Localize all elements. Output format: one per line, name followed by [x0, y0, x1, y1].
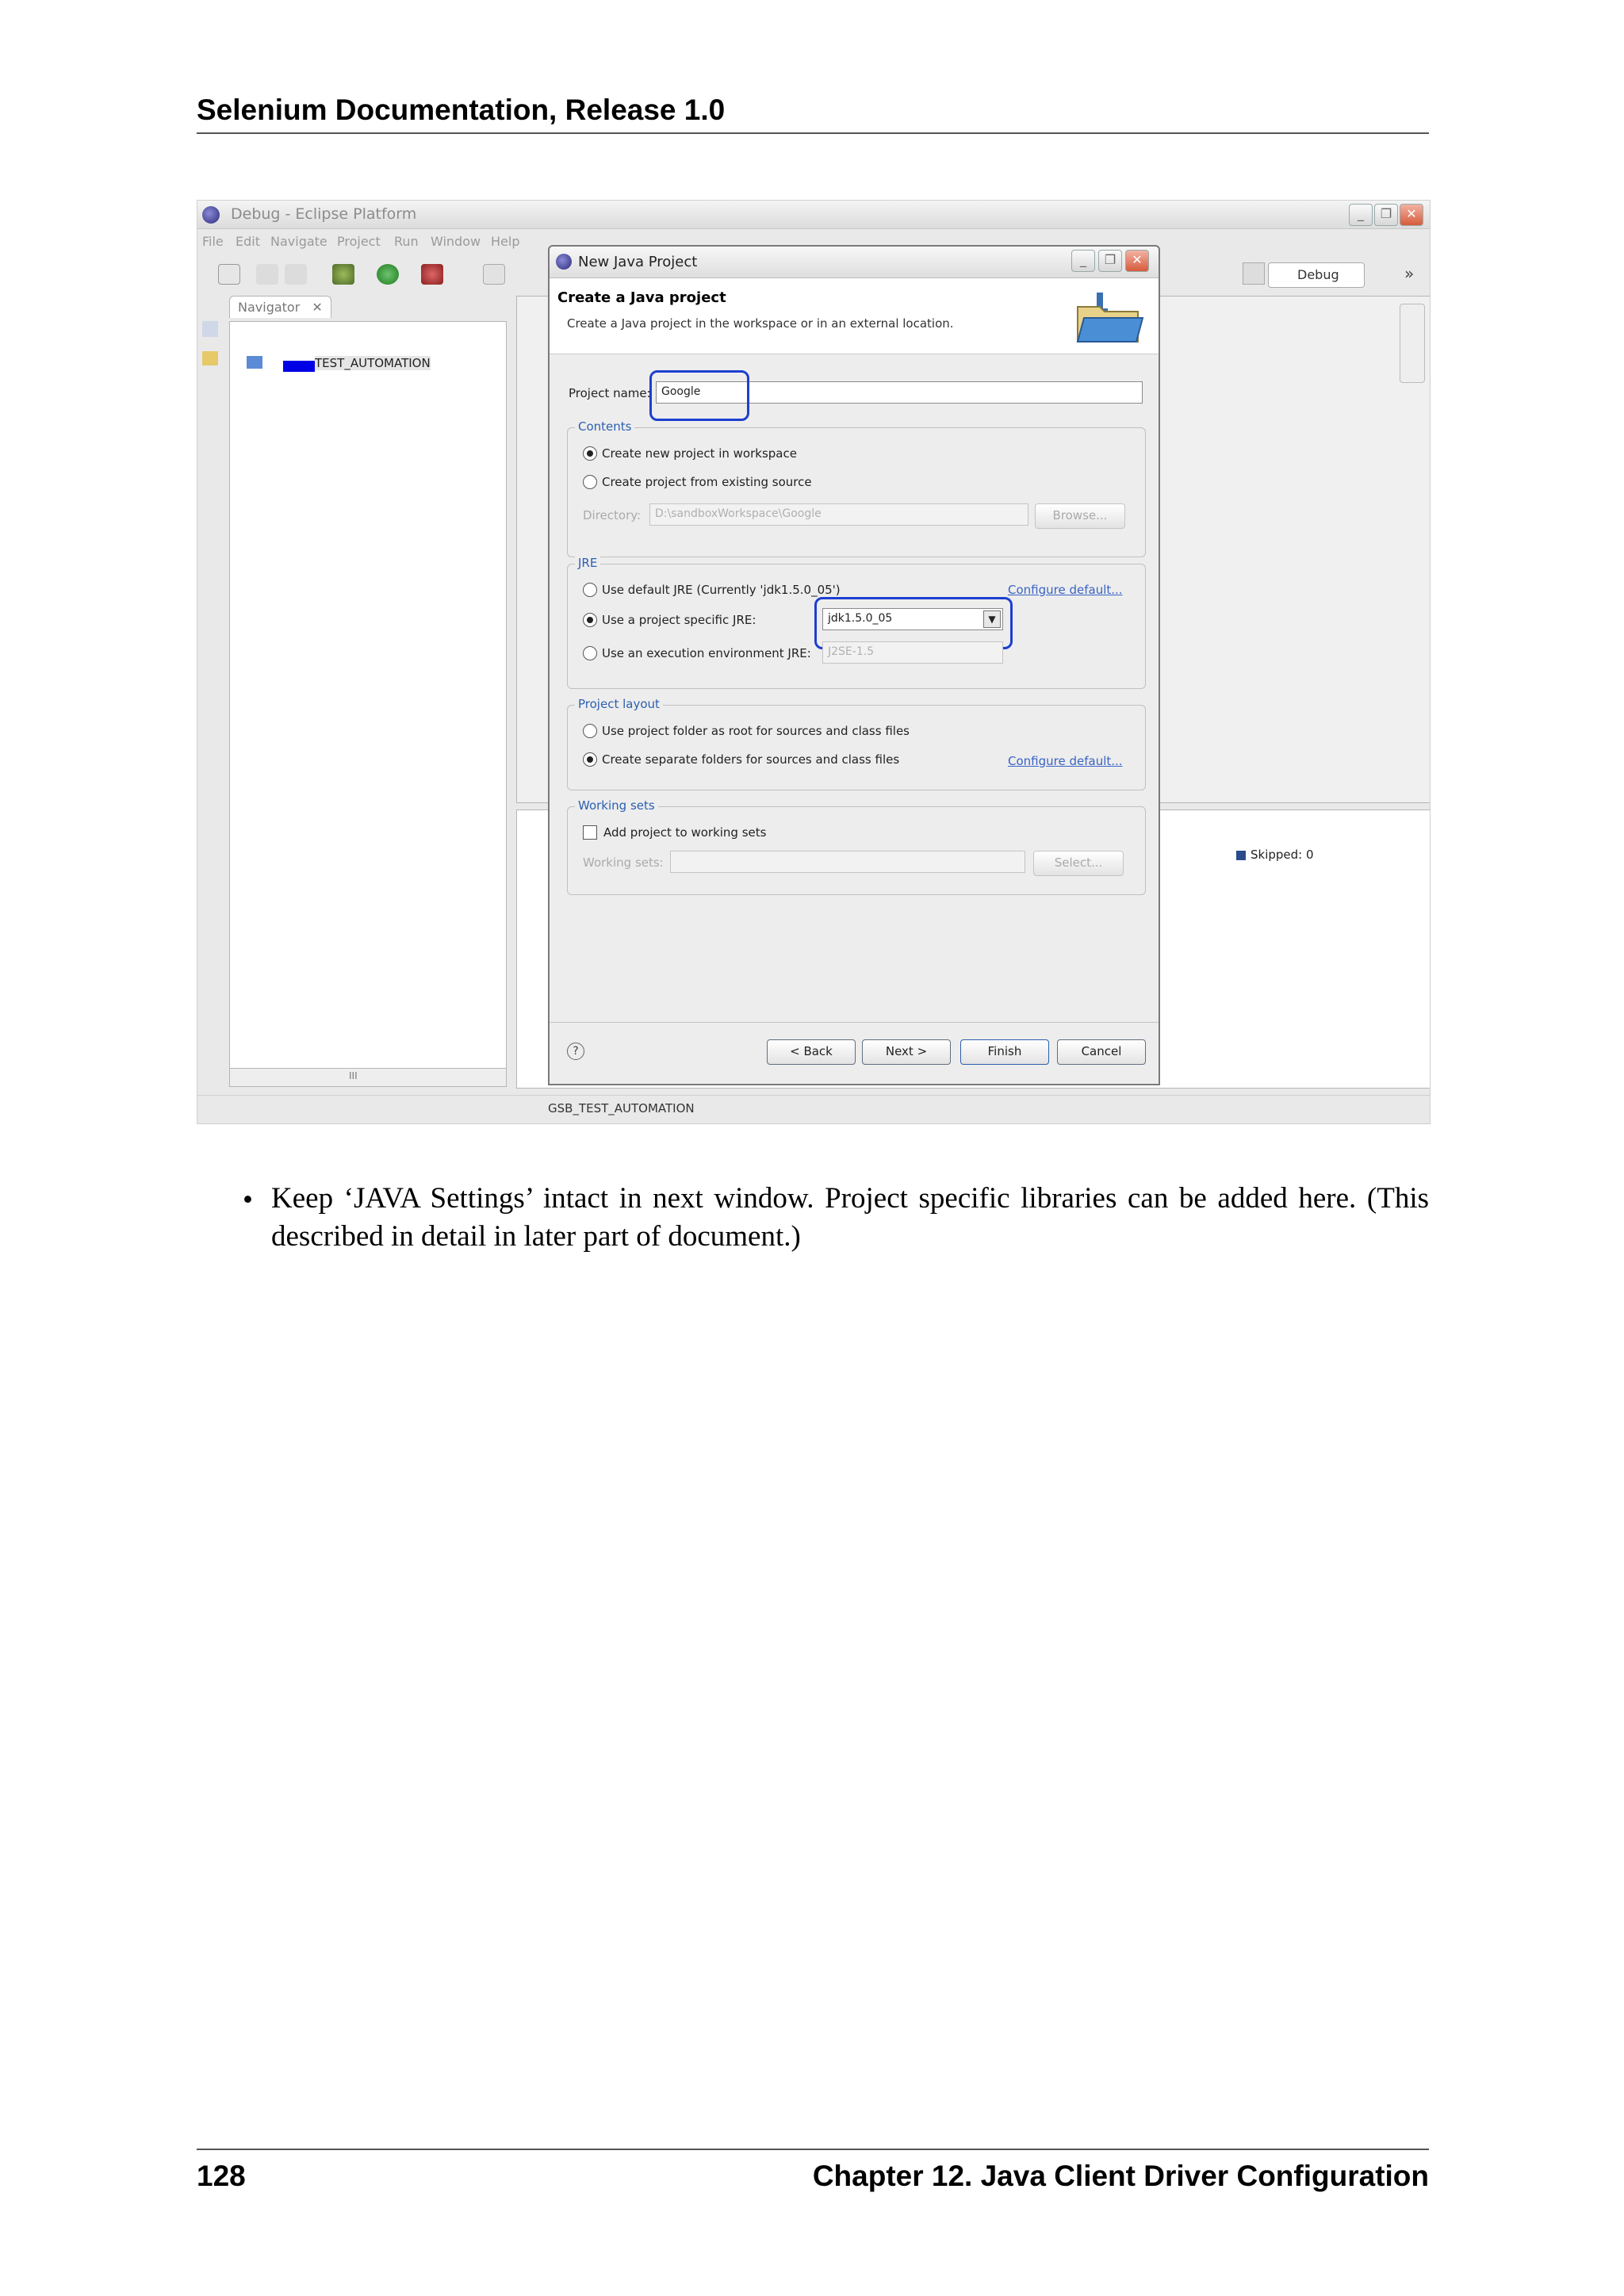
chevron-down-icon[interactable]: ▼ [983, 610, 1001, 628]
menu-help[interactable]: Help [491, 234, 520, 249]
menu-file[interactable]: File [202, 234, 224, 249]
directory-field[interactable]: D:\sandboxWorkspace\Google [649, 503, 1028, 526]
create-from-existing-label: Create project from existing source [602, 475, 812, 489]
minimize-button[interactable]: _ [1349, 204, 1373, 226]
working-sets-title: Working sets [575, 798, 658, 813]
add-to-working-sets-label: Add project to working sets [603, 825, 767, 840]
chapter-title: Chapter 12. Java Client Driver Configuration [812, 2160, 1429, 2192]
specific-jre-value: jdk1.5.0_05 [828, 612, 893, 625]
new-wizard-icon[interactable] [218, 264, 240, 285]
eclipse-window-title: Debug - Eclipse Platform [231, 205, 417, 223]
open-task-icon[interactable] [483, 264, 505, 285]
create-from-existing-radio[interactable] [583, 475, 597, 489]
dialog-maximize-button[interactable]: ❐ [1098, 250, 1122, 272]
dialog-title: New Java Project [578, 254, 698, 270]
execution-env-label: Use an execution environment JRE: [602, 646, 811, 660]
layout-configure-default-link[interactable]: Configure default... [1008, 754, 1123, 768]
folder-as-root-radio[interactable] [583, 724, 597, 738]
working-sets-select-button[interactable]: Select... [1033, 851, 1124, 876]
toolbar-overflow[interactable]: » [1404, 264, 1415, 283]
dialog-app-icon [556, 254, 572, 270]
skipped-icon [1236, 851, 1246, 860]
dialog-close-button[interactable]: ✕ [1125, 250, 1149, 272]
close-button[interactable]: ✕ [1400, 204, 1423, 226]
menu-run[interactable]: Run [394, 234, 419, 249]
menu-navigate[interactable]: Navigate [270, 234, 327, 249]
create-new-project-label: Create new project in workspace [602, 446, 797, 461]
menu-window[interactable]: Window [431, 234, 481, 249]
dialog-title-bar [550, 247, 1159, 278]
external-tools-icon[interactable] [421, 264, 443, 285]
dialog-minimize-button[interactable]: _ [1071, 250, 1095, 272]
next-button[interactable]: Next > [862, 1039, 951, 1065]
project-tree-item[interactable]: TEST_AUTOMATION [315, 356, 431, 370]
bullet-paragraph: Keep ‘JAVA Settings’ intact in next window. Project specific libraries can be added here. (This described in detail in later part of document.) [271, 1182, 1429, 1253]
project-name-field[interactable]: Google [656, 381, 1143, 404]
working-sets-label: Working sets: [583, 855, 664, 870]
add-to-working-sets-checkbox[interactable] [583, 825, 597, 840]
default-jre-label: Use default JRE (Currently 'jdk1.5.0_05') [602, 583, 841, 597]
menu-edit[interactable]: Edit [236, 234, 260, 249]
working-sets-combo[interactable] [670, 851, 1025, 873]
cancel-button[interactable]: Cancel [1057, 1039, 1146, 1065]
execution-env-radio[interactable] [583, 646, 597, 660]
browse-button[interactable]: Browse... [1035, 503, 1125, 529]
eclipse-app-icon [202, 206, 220, 224]
back-button[interactable]: < Back [767, 1039, 856, 1065]
status-bar [197, 1095, 1430, 1123]
execution-env-select[interactable]: J2SE-1.5 [822, 641, 1003, 664]
help-icon[interactable]: ? [567, 1043, 584, 1060]
print-icon[interactable] [285, 264, 307, 285]
header-rule [197, 132, 1429, 134]
project-folder-icon [247, 356, 262, 369]
specific-jre-radio[interactable] [583, 613, 597, 627]
bullet-marker: • [243, 1184, 253, 1216]
project-layout-title: Project layout [575, 697, 663, 711]
jre-group-title: JRE [575, 556, 600, 570]
navigator-tab-close-icon[interactable]: ✕ [312, 300, 323, 315]
dialog-banner [550, 278, 1159, 354]
maximize-button[interactable]: ❐ [1374, 204, 1398, 226]
create-new-project-radio[interactable] [583, 446, 597, 461]
separate-folders-label: Create separate folders for sources and class files [602, 752, 900, 767]
status-text: GSB_TEST_AUTOMATION [548, 1101, 695, 1115]
restore-view-icon[interactable] [202, 321, 218, 337]
directory-label: Directory: [583, 508, 642, 522]
debug-perspective-button[interactable]: Debug [1268, 262, 1365, 288]
navigator-horizontal-scrollbar[interactable] [229, 1068, 507, 1087]
save-icon[interactable] [256, 264, 278, 285]
finish-button[interactable]: Finish [960, 1039, 1049, 1065]
menu-project[interactable]: Project [337, 234, 381, 249]
scrollbar-grip-label: III [349, 1070, 358, 1081]
banner-description: Create a Java project in the workspace or in an external location. [567, 316, 954, 331]
navigator-tab-label: Navigator [238, 300, 301, 315]
skipped-count: Skipped: 0 [1251, 848, 1314, 862]
footer-rule [197, 2149, 1429, 2150]
navigator-tab[interactable] [229, 296, 331, 318]
run-icon[interactable] [377, 264, 399, 285]
button-bar-separator [550, 1022, 1159, 1023]
folder-as-root-label: Use project folder as root for sources and class files [602, 724, 910, 738]
specific-jre-label: Use a project specific JRE: [602, 613, 756, 627]
folder-icon[interactable] [202, 351, 218, 365]
running-header-title: Selenium Documentation, Release 1.0 [197, 94, 726, 126]
project-name-highlight [649, 370, 749, 421]
contents-group-title: Contents [575, 419, 634, 434]
eclipse-title-bar [197, 201, 1430, 229]
navigator-view [229, 321, 507, 1074]
debug-icon[interactable] [332, 264, 354, 285]
project-name-label: Project name: [569, 386, 651, 400]
right-trim-stack[interactable] [1400, 304, 1425, 383]
open-folder-icon [1073, 289, 1144, 346]
project-layout-group [567, 705, 1146, 790]
eclipse-screenshot [197, 200, 1431, 1124]
default-jre-radio[interactable] [583, 583, 597, 597]
jre-configure-default-link[interactable]: Configure default... [1008, 583, 1123, 597]
open-perspective-icon[interactable] [1243, 262, 1265, 285]
redaction-bar [283, 361, 315, 372]
banner-title: Create a Java project [557, 289, 726, 306]
separate-folders-radio[interactable] [583, 752, 597, 767]
page-number: 128 [197, 2160, 246, 2192]
new-java-project-dialog [548, 245, 1160, 1085]
